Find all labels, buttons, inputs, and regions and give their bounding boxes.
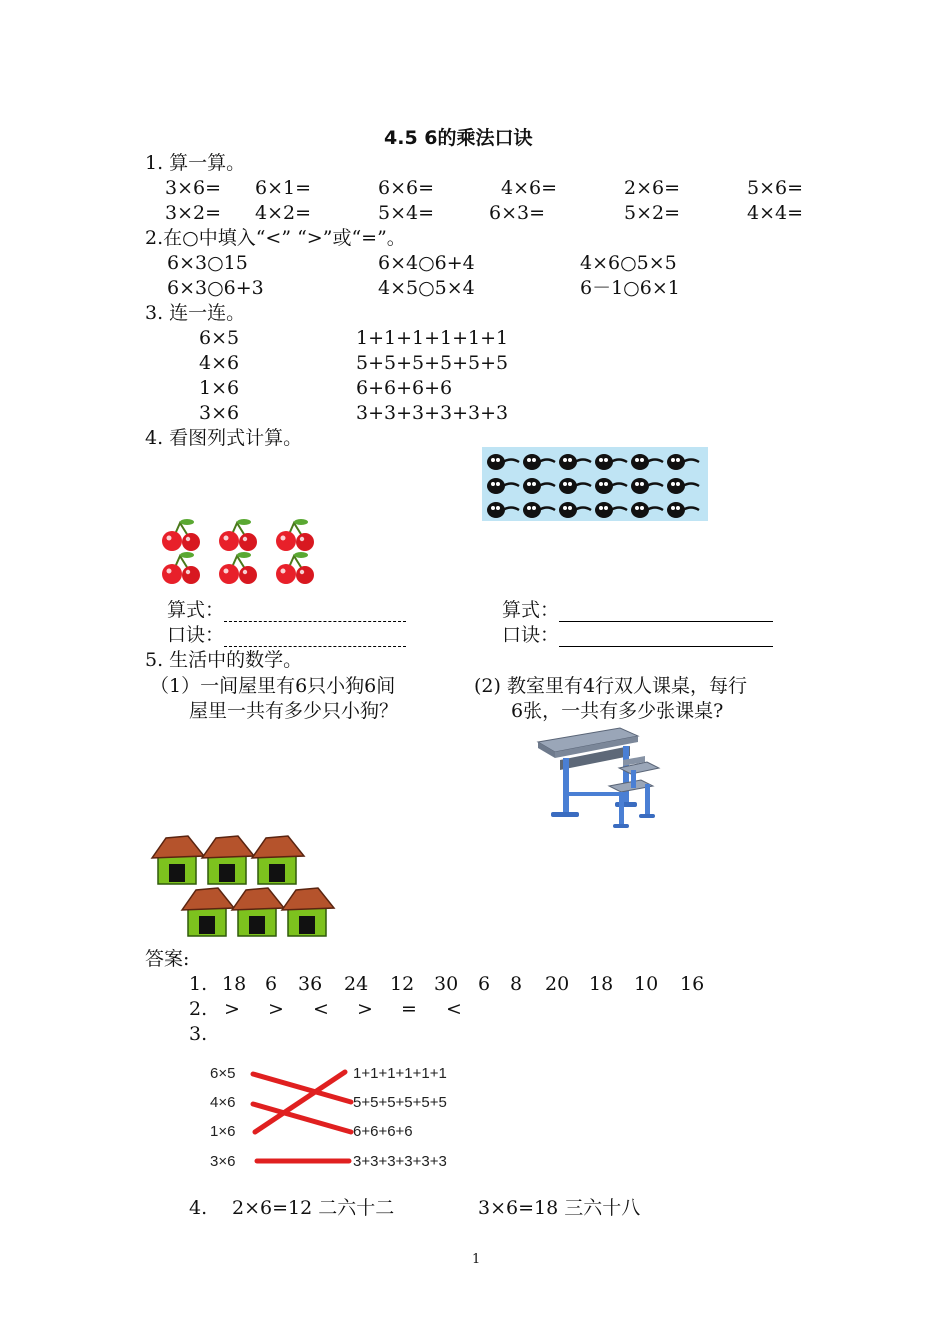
house-icon <box>182 888 234 936</box>
q5-problem2-line2: 6张，一共有多少张课桌? <box>511 700 724 722</box>
answer4-text-1: 2×6=12 二六十二 <box>232 1197 395 1219</box>
answer2-value: < <box>446 998 462 1020</box>
cherry-icon <box>162 519 200 551</box>
cherry-icon <box>219 519 257 551</box>
q1-item: 4×4= <box>747 202 804 224</box>
q1-item: 5×4= <box>378 202 435 224</box>
answer1-value: 6 <box>478 973 491 995</box>
page-number: 1 <box>472 1252 481 1267</box>
a3-right-label: 6+6+6+6 <box>353 1123 413 1140</box>
formula-label: 算式： <box>502 599 560 621</box>
desk-image <box>535 722 670 832</box>
house-icon <box>152 836 204 884</box>
answer2-label: 2. <box>189 998 208 1020</box>
a3-left-label: 6×5 <box>210 1065 236 1082</box>
a3-left-label: 3×6 <box>210 1153 236 1170</box>
house-icon <box>282 888 334 936</box>
formula-label: 算式： <box>167 599 225 621</box>
q2-item: 6×3○15 <box>167 252 248 274</box>
house-icon <box>252 836 304 884</box>
q2-item: 6×4○6+4 <box>378 252 475 274</box>
answer1-value: 6 <box>265 973 278 995</box>
formula-answer-line[interactable] <box>559 603 773 622</box>
a3-left-label: 1×6 <box>210 1123 236 1140</box>
q1-heading: 1. 算一算。 <box>145 152 246 174</box>
q3-right-item: 1+1+1+1+1+1 <box>356 327 509 349</box>
q2-heading: 2.在○中填入“<” “>”或“=”。 <box>145 227 406 249</box>
a3-right-label: 3+3+3+3+3+3 <box>353 1153 447 1170</box>
answer1-value: 8 <box>510 973 523 995</box>
page-title: 4.5 6的乘法口诀 <box>384 127 533 149</box>
a3-right-label: 5+5+5+5+5+5 <box>353 1094 447 1111</box>
q1-item: 5×6= <box>747 177 804 199</box>
q1-item: 2×6= <box>624 177 681 199</box>
answer1-value: 24 <box>344 973 369 995</box>
answer4-label: 4. <box>189 1197 208 1219</box>
q5-problem2-line1: (2) 教室里有4行双人课桌，每行 <box>474 675 748 697</box>
answer3-matching-image <box>205 1056 477 1176</box>
q5-heading: 5. 生活中的数学。 <box>145 649 303 671</box>
q4-formula-row-left <box>167 598 406 622</box>
q4-rhyme-row-left <box>167 623 406 647</box>
q5-problem1-line2: 屋里一共有多少只小狗？ <box>189 700 399 722</box>
q3-left-item: 4×6 <box>199 352 240 374</box>
q3-left-item: 6×5 <box>199 327 240 349</box>
house-icon <box>232 888 284 936</box>
q1-item: 6×1= <box>255 177 312 199</box>
a3-right-label: 1+1+1+1+1+1 <box>353 1065 447 1082</box>
q2-item: 4×6○5×5 <box>580 252 677 274</box>
q1-item: 3×2= <box>165 202 222 224</box>
q1-item: 4×6= <box>501 177 558 199</box>
q1-item: 5×2= <box>624 202 681 224</box>
cherries-image <box>158 517 320 591</box>
answer2-value: = <box>401 998 417 1020</box>
cherry-icon <box>162 552 200 584</box>
q1-item: 6×6= <box>378 177 435 199</box>
q2-item: 6×3○6+3 <box>167 277 264 299</box>
answer1-value: 10 <box>634 973 659 995</box>
q4-rhyme-row-right <box>502 623 773 647</box>
q1-item: 4×2= <box>255 202 312 224</box>
answer1-value: 36 <box>298 973 323 995</box>
match-line <box>253 1104 351 1132</box>
tadpoles-image <box>482 447 708 521</box>
formula-answer-line[interactable] <box>224 603 406 622</box>
house-icon <box>202 836 254 884</box>
rhyme-label: 口诀： <box>167 624 225 646</box>
q2-item: 4×5○5×4 <box>378 277 475 299</box>
rhyme-label: 口诀： <box>502 624 560 646</box>
q5-problem1-line1: （1）一间屋里有6只小狗6间 <box>150 675 396 697</box>
q3-right-item: 6+6+6+6 <box>356 377 453 399</box>
answer1-value: 18 <box>589 973 614 995</box>
answer1-value: 30 <box>434 973 459 995</box>
q1-item: 6×3= <box>489 202 546 224</box>
houses-image <box>150 832 340 940</box>
answer2-value: < <box>313 998 329 1020</box>
cherry-icon <box>276 552 314 584</box>
q3-right-item: 5+5+5+5+5+5 <box>356 352 509 374</box>
answer1-value: 20 <box>545 973 570 995</box>
answer4-text-2: 3×6=18 三六十八 <box>478 1197 641 1219</box>
q3-heading: 3. 连一连。 <box>145 302 246 324</box>
answer2-value: > <box>268 998 284 1020</box>
answer1-label: 1. <box>189 973 208 995</box>
cherry-icon <box>276 519 314 551</box>
cherry-icon <box>219 552 257 584</box>
answer2-value: > <box>357 998 373 1020</box>
q4-heading: 4. 看图列式计算。 <box>145 427 303 449</box>
q3-left-item: 1×6 <box>199 377 240 399</box>
answers-heading: 答案: <box>145 948 190 970</box>
q3-left-item: 3×6 <box>199 402 240 424</box>
q4-formula-row-right <box>502 598 773 622</box>
answer3-label: 3. <box>189 1023 208 1045</box>
answer1-value: 12 <box>390 973 415 995</box>
q1-item: 3×6= <box>165 177 222 199</box>
q3-right-item: 3+3+3+3+3+3 <box>356 402 509 424</box>
answer1-value: 18 <box>222 973 247 995</box>
rhyme-answer-line[interactable] <box>224 628 406 647</box>
rhyme-answer-line[interactable] <box>559 628 773 647</box>
q2-item: 6－1○6×1 <box>580 277 680 299</box>
answer2-value: > <box>224 998 240 1020</box>
answer1-value: 16 <box>680 973 705 995</box>
a3-left-label: 4×6 <box>210 1094 236 1111</box>
